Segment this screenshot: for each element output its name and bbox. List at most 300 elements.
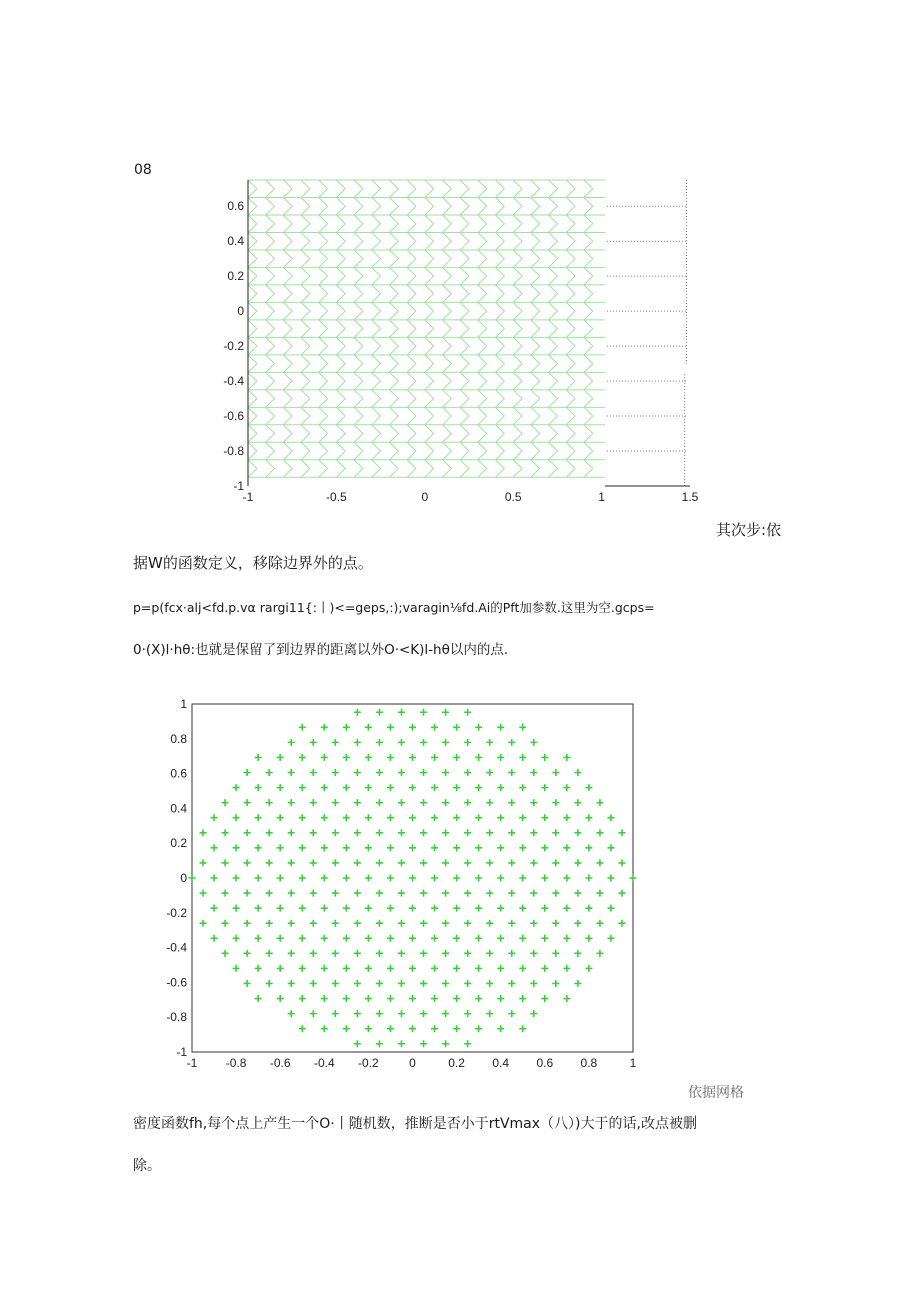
mesh-chevron [566,197,575,214]
mesh-chevron [425,337,434,354]
scatter-point [211,935,218,942]
initial-mesh-figure [200,170,720,510]
mesh-chevron [354,215,363,232]
mesh-chevron [460,372,469,389]
mesh-chevron [566,372,575,389]
scatter-point [442,1040,449,1047]
mesh-chevron [460,425,469,442]
mesh-chevron [372,285,381,302]
scatter-point [585,905,592,912]
scatter-point [442,829,449,836]
mesh-chevron [549,337,558,354]
scatter-point [552,859,559,866]
mesh-chevron [266,442,275,459]
scatter-point [266,980,273,987]
scatter-point [420,950,427,957]
mesh-chevron [584,285,593,302]
mesh-chevron [442,372,451,389]
mesh-chevron [248,390,257,407]
scatter-point [343,905,350,912]
scatter-point [464,859,471,866]
scatter-point [475,814,482,821]
mesh-chevron [372,425,381,442]
mesh-chevron [248,460,257,477]
scatter-point [475,965,482,972]
scatter-point [354,739,361,746]
scatter-point [255,935,262,942]
mesh-chevron [478,407,487,424]
mesh-chevron [496,442,505,459]
scatter-point [343,784,350,791]
scatter-point [574,920,581,927]
scatter-point [398,1040,405,1047]
mesh-chevron [336,372,345,389]
scatter-point [530,739,537,746]
y-tick-label: 0 [237,304,244,319]
scatter-point [398,739,405,746]
scatter-point [431,814,438,821]
mesh-chevron [319,407,328,424]
scatter-point [288,950,295,957]
mesh-chevron [460,215,469,232]
mesh-chevron [566,390,575,407]
mesh-chevron [478,197,487,214]
mesh-chevron [266,320,275,337]
mesh-chevron [389,267,398,284]
mesh-chevron [531,285,540,302]
scatter-point [464,950,471,957]
scatter-point [431,1025,438,1032]
scatter-point [376,920,383,927]
mesh-chevron [336,337,345,354]
scatter-point [299,784,306,791]
mesh-chevron [248,407,257,424]
mesh-chevron [266,337,275,354]
mesh-chevron [266,250,275,267]
mesh-chevron [319,267,328,284]
scatter-point [409,1025,416,1032]
paragraph-2: 0·(X)l·hθ:也就是保留了到边界的距离以外O·<K)l-hθ以内的点. [133,642,509,658]
mesh-chevron [425,232,434,249]
mesh-chevron [301,180,310,197]
scatter-point [607,814,614,821]
mesh-chevron [407,232,416,249]
y-tick-label: 0 [180,871,187,885]
scatter-point [453,875,460,882]
mesh-chevron [549,302,558,319]
scatter-point [541,754,548,761]
mesh-chevron [372,337,381,354]
scatter-point [409,844,416,851]
scatter-point [508,859,515,866]
scatter-point [200,920,207,927]
scatter-point [563,875,570,882]
mesh-chevron [336,407,345,424]
mesh-chevron [283,232,292,249]
scatter-point [387,724,394,731]
mesh-chevron [478,250,487,267]
mesh-chevron [584,372,593,389]
scatter-point [607,875,614,882]
scatter-point [222,950,229,957]
mesh-chevron [248,180,257,197]
scatter-point [398,890,405,897]
scatter-point [222,920,229,927]
scatter-point [453,935,460,942]
mesh-chevron [407,302,416,319]
x-tick-label: 0 [421,490,429,504]
mesh-chevron [478,390,487,407]
mesh-chevron [354,180,363,197]
mesh-chevron [389,337,398,354]
mesh-chevron [266,372,275,389]
scatter-point [409,965,416,972]
mesh-chevron [531,320,540,337]
scatter-point [266,799,273,806]
x-tick-label: 0 [409,1056,416,1070]
mesh-chevron [301,460,310,477]
scatter-point [376,1010,383,1017]
scatter-point [277,814,284,821]
mesh-chevron [584,302,593,319]
scatter-point [519,1025,526,1032]
scatter-point [354,890,361,897]
mesh-chevron [549,180,558,197]
mesh-chevron [301,407,310,424]
scatter-point [244,950,251,957]
scatter-point [453,995,460,1002]
x-axis-ticks [187,1056,637,1070]
mesh-chevron [531,267,540,284]
scatter-point [541,844,548,851]
mesh-chevron [584,180,593,197]
mesh-chevron [425,355,434,372]
mesh-chevron [354,407,363,424]
scatter-point [255,784,262,791]
scatter-point [409,724,416,731]
mesh-chevron [354,232,363,249]
mesh-chevron [513,390,522,407]
mesh-chevron [584,267,593,284]
scatter-point [475,1025,482,1032]
mesh-chevron [389,320,398,337]
scatter-point [321,784,328,791]
scatter-point [365,875,372,882]
scatter-point [552,950,559,957]
mesh-chevron [248,337,257,354]
scatter-point [618,829,625,836]
scatter-point [365,935,372,942]
scatter-point [519,724,526,731]
scatter-point [299,754,306,761]
mesh-chevron [319,337,328,354]
mesh-chevron [372,197,381,214]
mesh-chevron [566,442,575,459]
mesh-chevron [248,285,257,302]
scatter-point [343,1025,350,1032]
mesh-chevron [549,390,558,407]
scatter-point [563,784,570,791]
mesh-chevron [496,250,505,267]
scatter-point [420,890,427,897]
mesh-chevron [354,372,363,389]
scatter-point [464,1040,471,1047]
scatter-point [321,995,328,1002]
mesh-chevron [460,180,469,197]
y-tick-label: -0.2 [223,339,244,354]
x-tick-label: 0.4 [492,1056,510,1070]
mesh-chevron [301,250,310,267]
scatter-point [508,739,515,746]
mesh-chevron [478,337,487,354]
mesh-chevron [460,250,469,267]
scatter-point [486,829,493,836]
mesh-chevron [336,232,345,249]
mesh-chevron [283,267,292,284]
x-tick-label: -1 [186,1056,198,1070]
scatter-point [618,890,625,897]
scatter-point [354,769,361,776]
mesh-chevron [266,355,275,372]
scatter-point [453,784,460,791]
scatter-point [486,920,493,927]
mesh-chevron [531,250,540,267]
scatter-point [365,784,372,791]
scatter-point [321,754,328,761]
mesh-chevron [301,285,310,302]
mesh-chevron [549,320,558,337]
scatter-point [343,814,350,821]
mesh-chevron [549,442,558,459]
mesh-chevron [460,355,469,372]
mesh-chevron [372,460,381,477]
scatter-point [420,1040,427,1047]
mesh-chevron [266,460,275,477]
scatter-point [277,935,284,942]
scatter-point [354,799,361,806]
mesh-chevron [496,180,505,197]
mesh-chevron [531,355,540,372]
x-tick-label: -0.8 [225,1056,247,1070]
code-line: p=p(fcx·alj<fd.p.vα rargi11{:丨)<=geps,:);varagin⅛fd.Ai的Pft加参数.这里为空.gcps= [133,600,655,615]
y-tick-label: 0.6 [170,766,187,781]
mesh-chevron [478,180,487,197]
mesh-chevron [549,232,558,249]
scatter-point [574,890,581,897]
mesh-chevron [389,197,398,214]
scatter-point [431,965,438,972]
x-tick-label: -0.2 [358,1056,379,1070]
mesh-chevron [460,320,469,337]
mesh-chevron [248,442,257,459]
scatter-point [442,859,449,866]
mesh-chevron [354,320,363,337]
mesh-chevron [372,442,381,459]
scatter-point [222,859,229,866]
mesh-chevron [266,267,275,284]
scatter-point [321,814,328,821]
mesh-chevron [566,250,575,267]
mesh-chevron [425,390,434,407]
mesh-chevron [319,390,328,407]
scatter-point [387,754,394,761]
axes [248,180,690,486]
scatter-point [563,814,570,821]
scatter-point [486,1010,493,1017]
y-tick-label: 0.6 [227,199,244,214]
mesh-chevron [566,232,575,249]
scatter-point [200,859,207,866]
mesh-chevron [283,250,292,267]
scatter-point [244,859,251,866]
mesh-chevron [566,215,575,232]
scatter-point [530,769,537,776]
scatter-point [288,980,295,987]
mesh-chevron [566,407,575,424]
scatter-point [431,875,438,882]
mesh-chevron [407,180,416,197]
scatter-point [596,890,603,897]
mesh-chevron [266,180,275,197]
y-tick-label: 0.4 [227,234,244,249]
mesh-chevron [549,285,558,302]
scatter-point [431,935,438,942]
mesh-chevron [354,442,363,459]
mesh-chevron [566,320,575,337]
scatter-point [442,709,449,716]
mesh-chevron [425,425,434,442]
scatter-point [563,935,570,942]
mesh-chevron [513,355,522,372]
scatter-point [365,814,372,821]
mesh-chevron [460,390,469,407]
mesh-chevron [549,355,558,372]
scatter-point [420,829,427,836]
mesh-chevron [478,460,487,477]
mesh-chevron [442,197,451,214]
scatter-point [365,905,372,912]
mesh-chevron [248,372,257,389]
scatter-point [387,965,394,972]
scatter-point [475,905,482,912]
scatter-point [475,724,482,731]
scatter-point [354,920,361,927]
scatter-point [398,980,405,987]
scatter-point [266,859,273,866]
mesh-chevron [319,285,328,302]
scatter-point [332,1010,339,1017]
scatter-point [420,769,427,776]
mesh-chevron [496,197,505,214]
scatter-point [321,844,328,851]
mesh-chevron [336,442,345,459]
mesh-chevron [531,390,540,407]
mesh-chevron [372,215,381,232]
mesh-chevron [496,232,505,249]
mesh-chevron [549,372,558,389]
mesh-chevron [496,390,505,407]
scatter-point [563,844,570,851]
mesh-chevron [425,267,434,284]
mesh-chevron [496,372,505,389]
scatter-point [365,995,372,1002]
mesh-chevron [248,267,257,284]
scatter-point [497,1025,504,1032]
mesh-chevron [336,250,345,267]
scatter-point [244,980,251,987]
mesh-chevron [407,407,416,424]
mesh-chevron [531,232,540,249]
mesh-chevron [389,285,398,302]
scatter-point [376,799,383,806]
mesh-chevron [319,302,328,319]
mesh-chevron [425,180,434,197]
x-tick-label: -1 [242,490,254,504]
scatter-point [332,739,339,746]
x-tick-label: -0.4 [313,1056,335,1070]
mesh-chevron [566,425,575,442]
scatter-point [585,875,592,882]
scatter-point [277,905,284,912]
mesh-chevron [425,302,434,319]
scatter-point [442,799,449,806]
mesh-chevron [248,320,257,337]
x-tick-label: 1 [598,490,605,504]
scatter-point [475,935,482,942]
scatter-point [222,799,229,806]
scatter-point [376,739,383,746]
scatter-point [453,754,460,761]
mesh-chevron [478,355,487,372]
mesh-chevron [566,460,575,477]
y-tick-label: 0.2 [170,836,187,851]
mesh-chevron [301,215,310,232]
scatter-point [453,905,460,912]
scatter-point [420,799,427,806]
mesh-chevron [248,197,257,214]
mesh-chevron [407,460,416,477]
scatter-point [365,724,372,731]
mesh-chevron [513,442,522,459]
mesh-chevron [442,320,451,337]
mesh-chevron [513,337,522,354]
scatter-point [475,784,482,791]
scatter-point [519,875,526,882]
scatter-point [321,875,328,882]
mesh-chevron [407,320,416,337]
mesh-chevron [442,302,451,319]
mesh-chevron [283,215,292,232]
scatter-point [277,754,284,761]
scatter-point [409,905,416,912]
scatter-point [266,829,273,836]
mesh-chevron [336,390,345,407]
mesh-chevron [301,425,310,442]
mesh-chevron [319,320,328,337]
mesh-chevron [478,267,487,284]
scatter-point [607,905,614,912]
mesh-chevron [283,390,292,407]
scatter-point [453,1025,460,1032]
scatter-point [409,935,416,942]
scatter-point [288,890,295,897]
mesh-chevron [549,215,558,232]
stray-label: 08 [134,162,152,178]
mesh-chevron [513,250,522,267]
scatter-point [431,905,438,912]
mesh-chevron [372,267,381,284]
scatter-point [585,965,592,972]
